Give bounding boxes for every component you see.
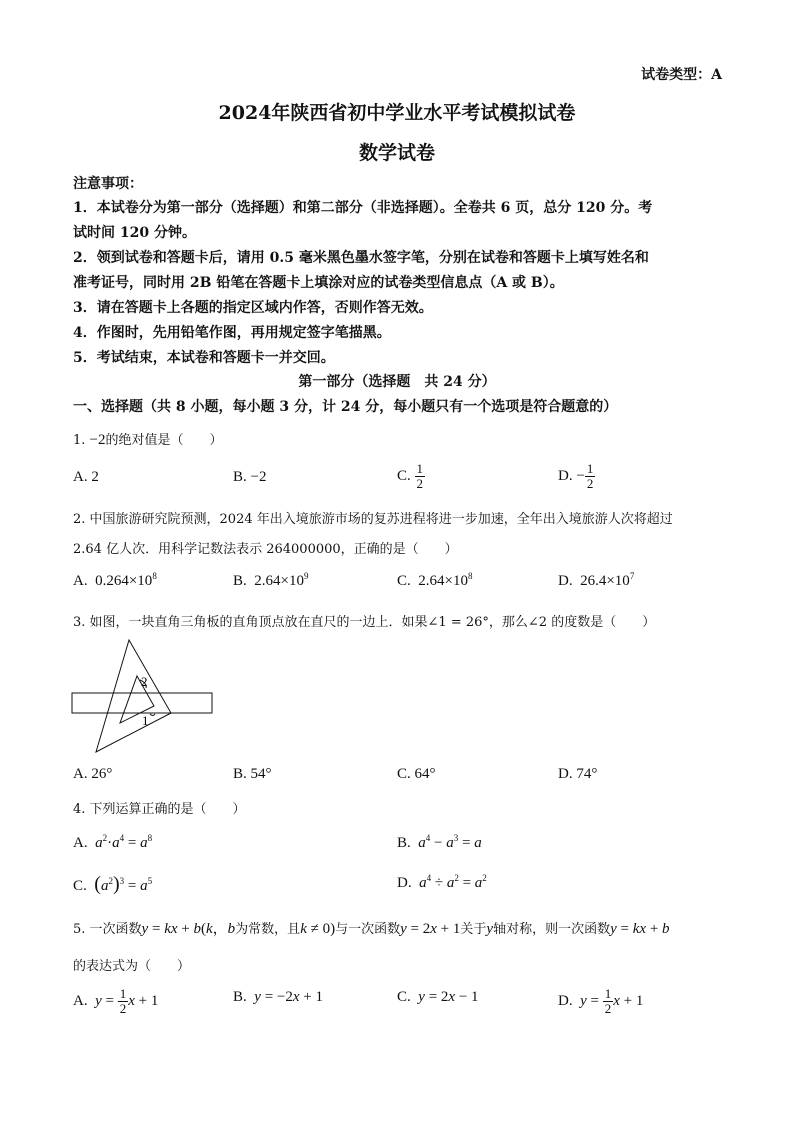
- q1-stem-text: 的绝对值是（ ）: [105, 433, 223, 448]
- note-2-line1: 2．领到试卷和答题卡后，请用 0.5 毫米黑色墨水签字笔，分别在试卷和答题卡上填写姓名和: [73, 250, 649, 266]
- fraction-denominator: 2: [586, 476, 594, 491]
- q2-option-d: [558, 573, 634, 590]
- q5-option-a-label: A.: [73, 992, 88, 1009]
- q5-stem-part-c: 与一次函数: [335, 922, 401, 937]
- q3-option-a: A. 26°: [73, 766, 113, 782]
- q4-option-a: A. $a^2\cdot a^4 = a^8$: [73, 833, 153, 851]
- note-2-line2: 准考证号，同时用 2B 铅笔在答题卡上填涂对应的试卷类型信息点（A 或 B）。: [73, 275, 564, 291]
- triangle-inner: [120, 676, 154, 723]
- q5-stem-part-e: 轴对称，则一次函数: [493, 922, 611, 937]
- q2-option-a-exponent: 8: [152, 571, 157, 581]
- paper-type-label: 试卷类型：A: [641, 67, 722, 83]
- paper-title: 2024年陕西省初中学业水平考试模拟试卷: [218, 102, 576, 124]
- note-5: 5．考试结束，本试卷和答题卡一并交回。: [73, 350, 335, 366]
- q5-stem-part-d: 关于: [460, 922, 487, 937]
- q5-option-a: A. y = $\frac{1}{2}$ x + 1: [73, 986, 159, 1016]
- note-1-line1: 1．本试卷分为第一部分（选择题）和第二部分（非选择题）。全卷共 6 页，总分 120 分。考: [73, 200, 653, 216]
- fraction-numerator: 1: [416, 461, 424, 476]
- q1-option-c-label: C.: [397, 467, 411, 484]
- q1-expression: −2: [89, 432, 106, 448]
- paper-subtitle: 数学试卷: [358, 142, 435, 164]
- q4-option-d: D. $a^4 \div a^2 = a^2$: [397, 873, 487, 891]
- question-1-stem: [73, 429, 223, 449]
- q2-option-c-exponent: 8: [467, 571, 473, 581]
- question-5-line1: 5. 一次函数y = kx + b(k，b为常数，且k ≠ 0)与一次函数y = 2x + 1关于y轴对称，则一次函数y = kx + b: [73, 921, 670, 937]
- q2-option-b-base: 2.64×10: [254, 573, 304, 589]
- q4-option-c-label: C.: [73, 878, 87, 894]
- question-2-line1: 2. 中国旅游研究院预测，2024 年出入境旅游市场的复苏进程将进一步加速，全年出入境旅游人次将超过: [73, 512, 673, 527]
- angle-1-label: 1: [142, 713, 149, 728]
- q2-option-a: [73, 573, 157, 590]
- q1-option-c: [397, 462, 425, 491]
- q5-option-b: B. y = −2x + 1: [233, 989, 323, 1005]
- section-heading: 一、选择题（共 8 小题，每小题 3 分，计 24 分，每小题只有一个选项是符合题意的）: [73, 399, 618, 415]
- q5-option-c: C. y = 2x − 1: [397, 989, 479, 1005]
- q4-option-d-label: D.: [397, 875, 412, 891]
- q5-option-d-label: D.: [558, 992, 573, 1009]
- question-4-stem: 4. 下列运算正确的是（ ）: [73, 802, 246, 817]
- q2-option-a-base: 0.264×10: [95, 573, 153, 589]
- q5-option-d: D. y = $\frac{1}{2}$ x + 1: [558, 986, 644, 1016]
- q2-option-a-label: A.: [73, 573, 88, 589]
- ruler-triangle-figure: [70, 636, 220, 758]
- triangle-outer: [96, 640, 171, 752]
- q5-option-c-label: C.: [397, 989, 411, 1005]
- q2-option-b: [233, 573, 308, 590]
- q4-option-b-label: B.: [397, 835, 411, 851]
- q4-option-c: C. $(a^2)^3 = a^5$: [73, 873, 153, 895]
- q1-option-d-fraction: [585, 462, 596, 491]
- q1-option-d: [558, 462, 595, 491]
- q2-option-d-base: 26.4×10: [580, 573, 630, 589]
- q2-option-c-base: 2.64×10: [418, 573, 468, 589]
- angle-2-label: 2: [141, 674, 148, 689]
- q2-option-d-exponent: 7: [629, 571, 635, 581]
- q1-option-b: B. −2: [233, 469, 267, 485]
- part1-title: 第一部分（选择题 共 24 分）: [298, 374, 496, 390]
- q1-option-a: A. 2: [73, 469, 99, 485]
- q4-option-a-label: A.: [73, 835, 88, 851]
- question-3-stem: 3. 如图，一块直角三角板的直角顶点放在直尺的一边上．如果∠1 = 26°，那么∠2 的度数是（ ）: [73, 615, 656, 630]
- q1-option-c-fraction: [415, 462, 426, 491]
- question-2-line2: 2.64 亿人次．用科学记数法表示 264000000，正确的是（ ）: [73, 542, 458, 557]
- angle-1-arc: [150, 714, 155, 716]
- q2-option-d-label: D.: [558, 573, 573, 589]
- note-1-line2: 试时间 120 分钟。: [73, 225, 196, 241]
- q3-option-d: D. 74°: [558, 766, 598, 782]
- q1-number: 1.: [73, 433, 86, 448]
- fraction-numerator: 1: [586, 461, 594, 476]
- q4-option-b: B. $a^4 - a^3 = a$: [397, 833, 482, 851]
- q5-stem-part-a: 5. 一次函数: [73, 922, 142, 937]
- q1-option-d-sign: −: [576, 467, 585, 484]
- q1-option-d-label: D.: [558, 467, 573, 484]
- note-4: 4．作图时，先用铅笔作图，再用规定签字笔描黑。: [73, 325, 391, 341]
- q2-option-c: [397, 573, 472, 590]
- notes-heading: 注意事项：: [73, 176, 143, 192]
- q3-option-b: B. 54°: [233, 766, 272, 782]
- ruler-shape: [72, 693, 212, 713]
- q2-option-b-exponent: 9: [303, 571, 309, 581]
- q3-option-c: C. 64°: [397, 766, 436, 782]
- q2-option-b-label: B.: [233, 573, 247, 589]
- fraction-denominator: 2: [416, 476, 424, 491]
- q5-option-b-label: B.: [233, 989, 247, 1005]
- note-3: 3．请在答题卡上各题的指定区域内作答，否则作答无效。: [73, 300, 433, 316]
- q2-option-c-label: C.: [397, 573, 411, 589]
- question-5-line2: 的表达式为（ ）: [73, 959, 191, 974]
- q5-stem-part-b: 为常数，且: [235, 922, 301, 937]
